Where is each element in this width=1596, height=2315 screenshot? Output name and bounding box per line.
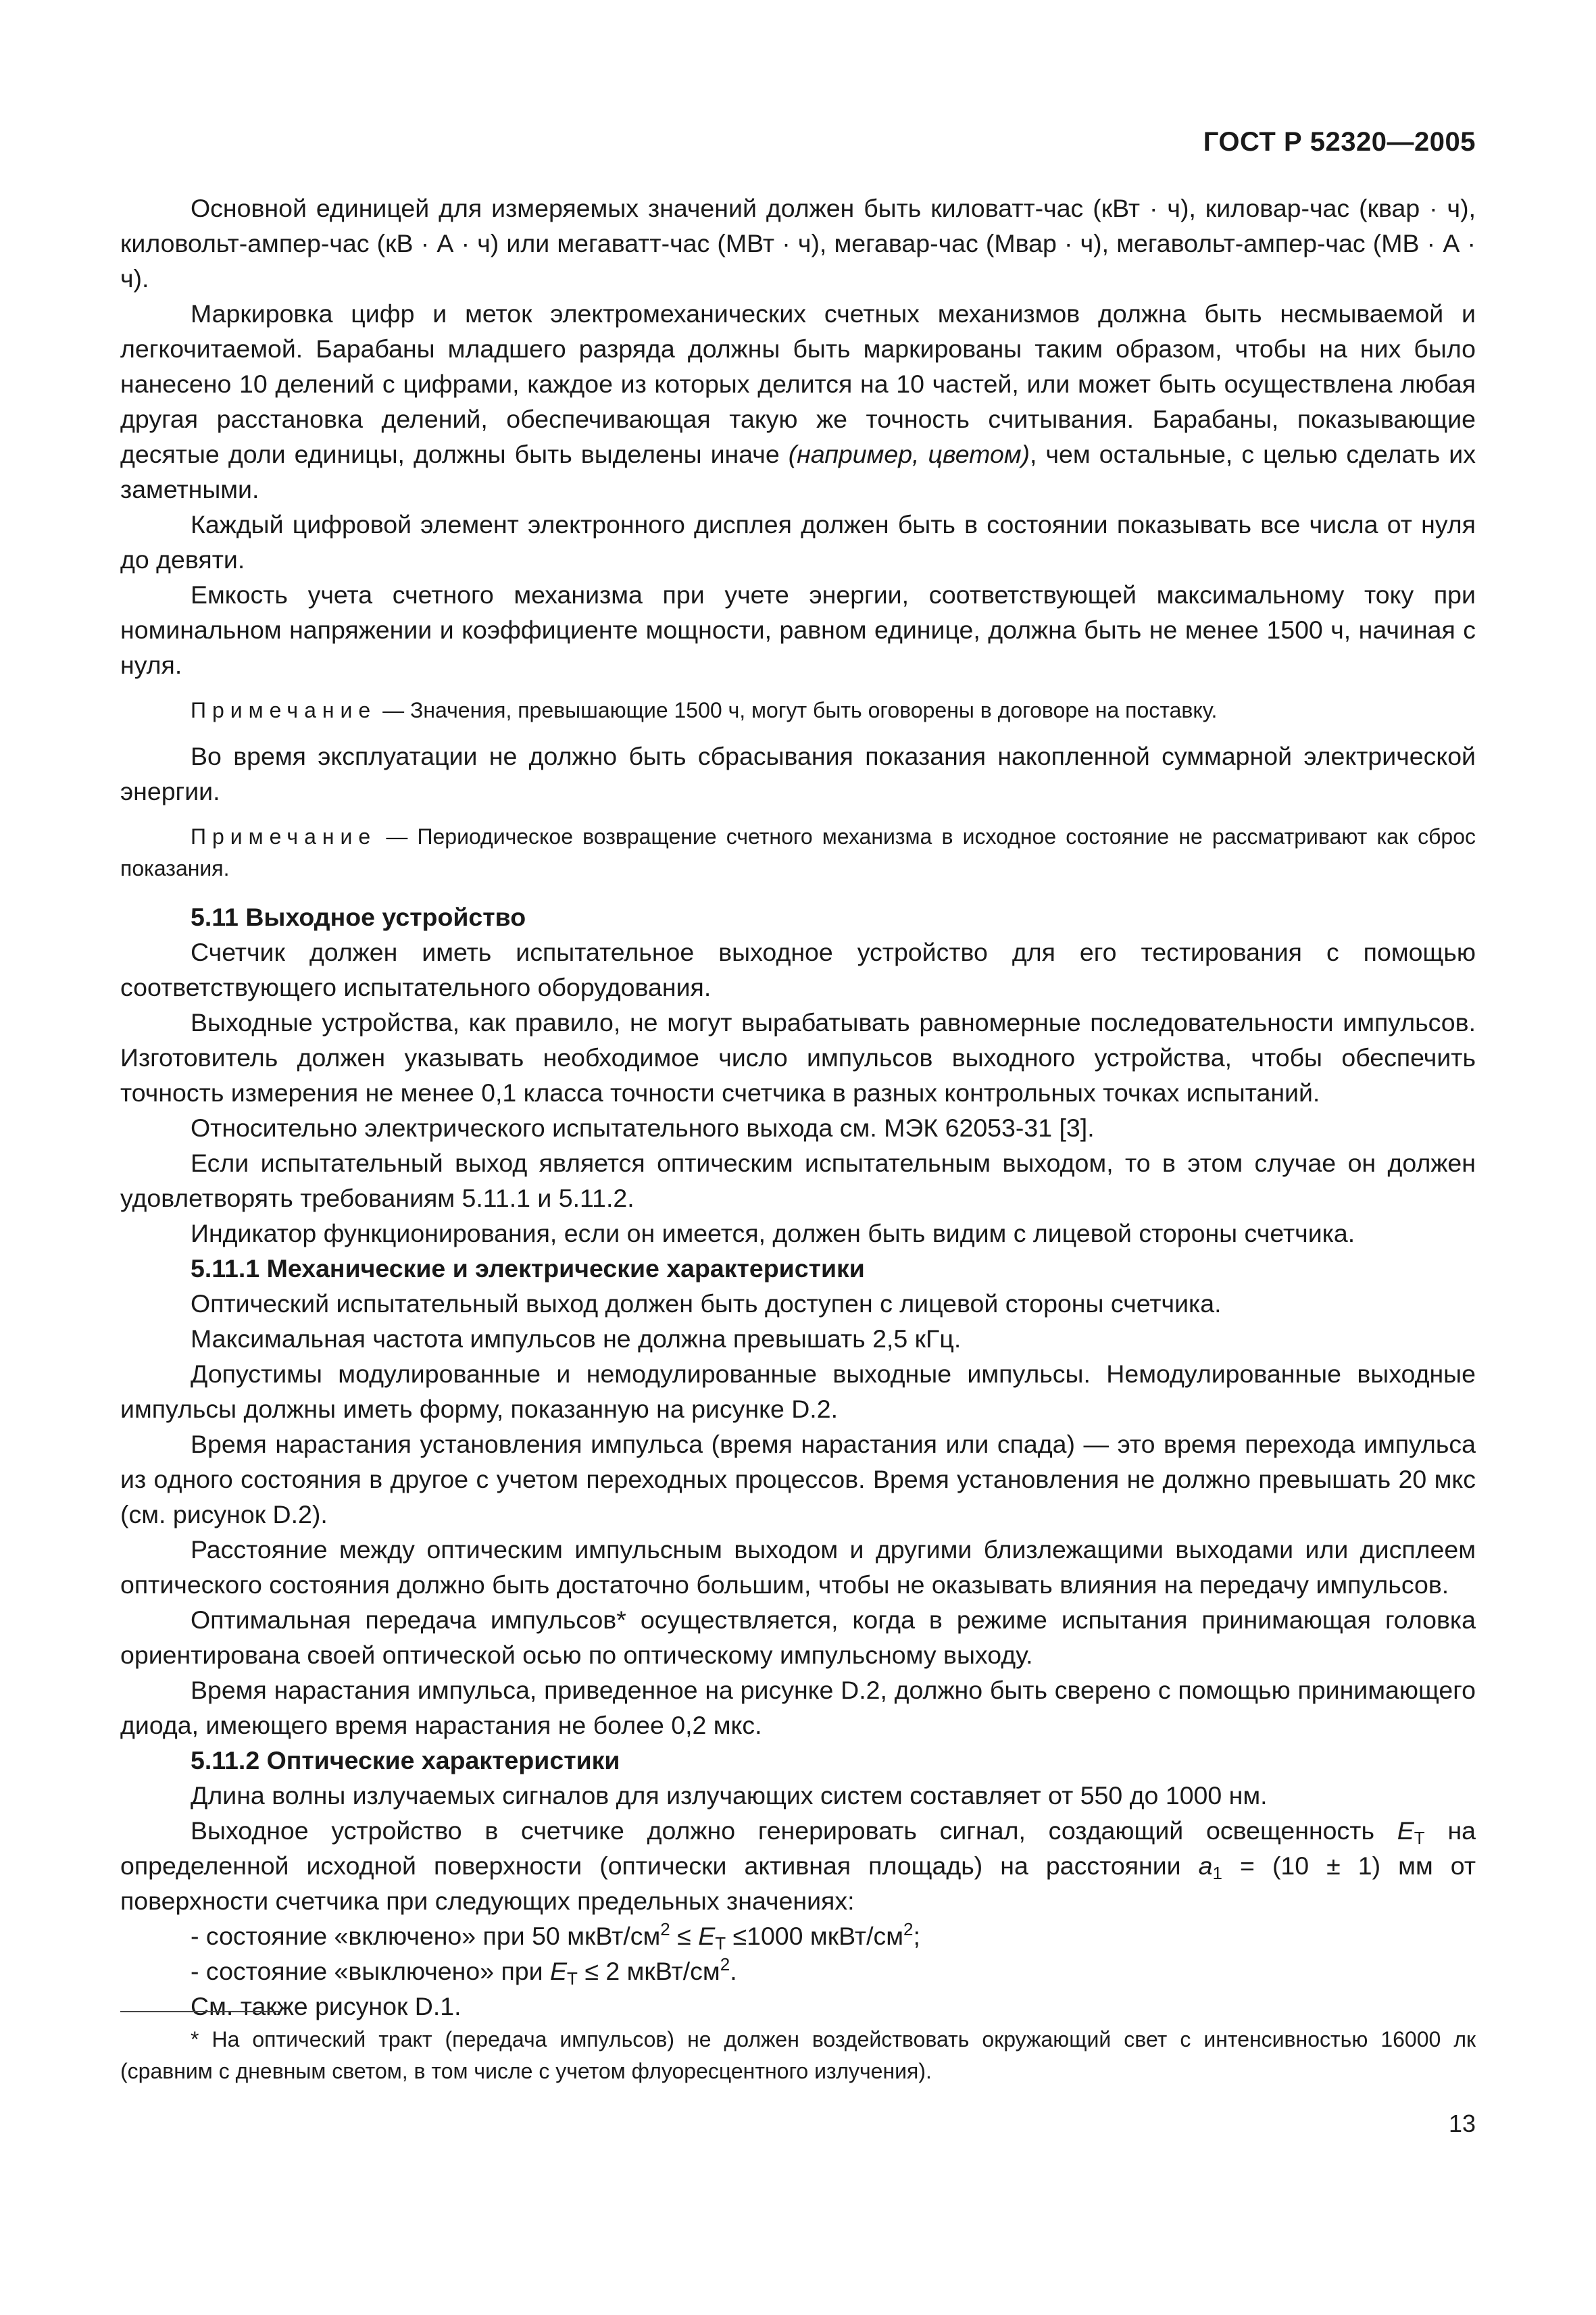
italic-example: (например, цветом) — [788, 440, 1030, 468]
paragraph: Выходные устройства, как правило, не могут вырабатывать равномерные последовательности импульсов. Изготовитель должен указывать необходимое число импульсов выходного устройства, чтобы обеспечить точность измерения не менее 0,1 класса точности счетчика в разных контрольных точках испытаний. — [120, 1008, 1476, 1107]
paragraph: Во время эксплуатации не должно быть сбрасывания показания накопленной суммарной электрической энергии. — [120, 742, 1476, 805]
section-heading: 5.11 Выходное устройство — [191, 903, 526, 931]
paragraph: Длина волны излучаемых сигналов для излучающих систем составляет от 550 до 1000 нм. — [191, 1781, 1268, 1810]
paragraph: Оптический испытательный выход должен быть доступен с лицевой стороны счетчика. — [191, 1289, 1222, 1318]
paragraph: Если испытательный выход является оптическим испытательным выходом, то в этом случае он должен удовлетворять требованиям 5.11.1 и 5.11.2. — [120, 1149, 1476, 1212]
list-item: - состояние «выключено» при $E_T \le 2$ мкВт/$см^2$. — [191, 1954, 737, 1989]
list-item: - состояние «включено» при 50 мкВт/$см^2 \le E_T \le 1000$ мкВт/$см^2$; — [191, 1919, 920, 1953]
paragraph: См. также рисунок D.1. — [191, 1992, 462, 2020]
footnote-text: * На оптический тракт (передача импульсов) не должен воздействовать окружающий свет с интенсивностью 16000 лк (сравним с дневным светом, в том числе с учетом флуоресцентного излучения). — [120, 2027, 1476, 2083]
standard-header: ГОСТ Р 52320—2005 — [1203, 127, 1476, 157]
symbol-a: a — [1198, 1851, 1213, 1880]
note: Примечание — Периодическое возвращение счетного механизма в исходное состояние не рассматривают как сброс показания. — [120, 824, 1476, 880]
paragraph: Допустимы модулированные и немодулированные выходные импульсы. Немодулированные выходные импульсы должны иметь форму, показанную на рисунке D.2. — [120, 1360, 1476, 1423]
note: Примечание — Значения, превышающие 1500 ч, могут быть оговорены в договоре на поставку. — [191, 698, 1218, 722]
note-label: Примечание — [191, 824, 377, 849]
paragraph: Маркировка цифр и меток электромеханических счетных механизмов должна быть несмываемой и легкочитаемой. Барабаны младшего разряда должны быть маркированы таким образом, чтобы на них было нанесено 10 делений с цифрами, каждое из которых делится на 10 частей, или может быть осуществлена любая другая расстановка делений, обеспечивающая такую же точность считывания. Барабаны, показывающие десятые доли единицы, должны быть выделены иначе (например, цветом), чем остальные, с целью сделать их заметными. — [120, 299, 1476, 503]
paragraph: Основной единицей для измеряемых значений должен быть киловатт-час (кВт · ч), киловар-час (квар · ч), киловольт-ампер-час (кВ · А · ч) или мегаватт-час (МВт · ч), мегавар-час (Мвар · ч), мегавольт-ампер-час (МВ · А · ч). — [120, 194, 1476, 293]
paragraph: Относительно электрического испытательного выхода см. МЭК 62053-31 [3]. — [191, 1114, 1095, 1142]
subsection-heading: 5.11.2 Оптические характеристики — [191, 1746, 620, 1774]
footnote — [120, 2024, 1476, 2087]
paragraph: Максимальная частота импульсов не должна превышать 2,5 кГц. — [191, 1324, 962, 1353]
paragraph: Время нарастания установления импульса (время нарастания или спада) — это время перехода импульса из одного состояния в другое с учетом переходных процессов. Время установления не должно превышать 20 мкс (см. рисунок D.2). — [120, 1430, 1476, 1528]
page-number: 13 — [1448, 2110, 1476, 2137]
paragraph: Оптимальная передача импульсов* осуществляется, когда в режиме испытания принимающая головка ориентирована своей оптической осью по оптическому импульсному выходу. — [120, 1605, 1476, 1669]
paragraph: Счетчик должен иметь испытательное выходное устройство для его тестирования с помощью соответствующего испытательного оборудования. — [120, 938, 1476, 1001]
paragraph: Емкость учета счетного механизма при учете энергии, соответствующей максимальному току при номинальном напряжении и коэффициенте мощности, равном единице, должна быть не менее 1500 ч, начиная с нуля. — [120, 580, 1476, 679]
document-body — [120, 191, 1476, 2024]
paragraph: Каждый цифровой элемент электронного дисплея должен быть в состоянии показывать все числа от нуля до девяти. — [120, 510, 1476, 574]
paragraph: Индикатор функционирования, если он имеется, должен быть видим с лицевой стороны счетчика. — [191, 1219, 1355, 1247]
symbol-e: E — [1397, 1816, 1414, 1845]
paragraph: Расстояние между оптическим импульсным выходом и другими близлежащими выходами или дисплеем оптического состояния должно быть достаточно большим, чтобы не оказывать влияния на передачу импульсов. — [120, 1535, 1476, 1599]
note-label: Примечание — [191, 698, 377, 722]
paragraph: Выходное устройство в счетчике должно генерировать сигнал, создающий освещенность $E_T$ на определенной исходной поверхности (оптически активная площадь) на расстоянии $a_1 = (10 \pm 1)$ мм от поверхности счетчика при следующих предельных значениях: — [120, 1816, 1476, 1915]
footnote-divider — [120, 2011, 281, 2012]
subsection-heading: 5.11.1 Механические и электрические характеристики — [191, 1254, 865, 1283]
paragraph: Время нарастания импульса, приведенное на рисунке D.2, должно быть сверено с помощью принимающего диода, имеющего время нарастания не более 0,2 мкс. — [120, 1676, 1476, 1739]
